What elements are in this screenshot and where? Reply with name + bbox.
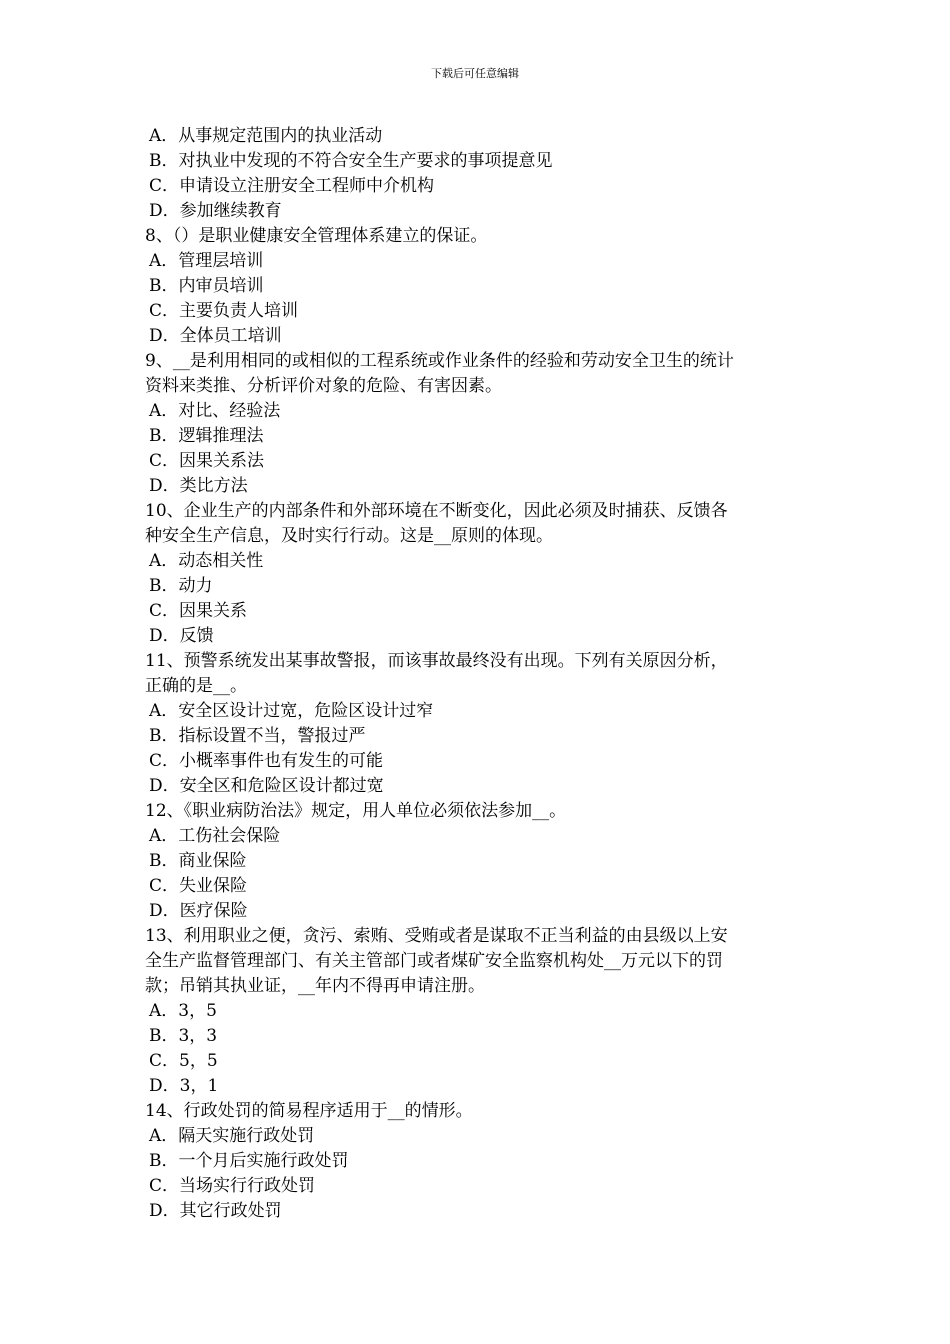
document-body <box>145 124 810 1224</box>
question-text-line: 种安全生产信息，及时实行行动。这是__原则的体现。 <box>145 526 553 546</box>
answer-option-line: B．内审员培训 <box>149 276 264 296</box>
question-text-line: 全生产监督管理部门、有关主管部门或者煤矿安全监察机构处__万元以下的罚 <box>145 951 723 971</box>
question-text-line: 9、__是利用相同的或相似的工程系统或作业条件的经验和劳动安全卫生的统计 <box>145 351 734 371</box>
question-text-line: 11、预警系统发出某事故警报，而该事故最终没有出现。下列有关原因分析， <box>145 651 728 671</box>
question-text-line: 正确的是__。 <box>145 676 247 696</box>
answer-option-line: B．逻辑推理法 <box>149 426 264 446</box>
answer-option-line: D．参加继续教育 <box>149 201 282 221</box>
page-header: 下载后可任意编辑 <box>431 67 519 80</box>
question-text-line: 资料来类推、分析评价对象的危险、有害因素。 <box>145 376 502 396</box>
answer-option-line: B．对执业中发现的不符合安全生产要求的事项提意见 <box>149 151 553 171</box>
question-text-line: 款；吊销其执业证，__年内不得再申请注册。 <box>145 976 485 996</box>
answer-option-line: D．医疗保险 <box>149 901 248 921</box>
answer-option-line: D．3，1 <box>149 1076 219 1096</box>
question-text-line: 14、行政处罚的简易程序适用于__的情形。 <box>145 1101 473 1121</box>
answer-option-line: C．当场实行行政处罚 <box>149 1176 316 1196</box>
answer-option-line: B．商业保险 <box>149 851 247 871</box>
answer-option-line: C．主要负责人培训 <box>149 301 299 321</box>
answer-option-line: C．失业保险 <box>149 876 248 896</box>
question-text-line: 13、利用职业之便，贪污、索贿、受贿或者是谋取不正当利益的由县级以上安 <box>145 926 728 946</box>
answer-option-line: A．3，5 <box>149 1001 217 1021</box>
answer-option-line: C．因果关系法 <box>149 451 265 471</box>
answer-option-line: C．5，5 <box>149 1051 218 1071</box>
answer-option-line: D．类比方法 <box>149 476 248 496</box>
answer-option-line: A．管理层培训 <box>149 251 264 271</box>
answer-option-line: B．3，3 <box>149 1026 218 1046</box>
answer-option-line: D．安全区和危险区设计都过宽 <box>149 776 384 796</box>
answer-option-line: A．安全区设计过宽，危险区设计过窄 <box>149 701 434 721</box>
answer-option-line: C．小概率事件也有发生的可能 <box>149 751 384 771</box>
answer-option-line: B．指标设置不当，警报过严 <box>149 726 366 746</box>
answer-option-line: D．全体员工培训 <box>149 326 282 346</box>
answer-option-line: A．动态相关性 <box>149 551 264 571</box>
answer-option-line: C．申请设立注册安全工程师中介机构 <box>149 176 435 196</box>
answer-option-line: B．动力 <box>149 576 213 596</box>
answer-option-line: A．工伤社会保险 <box>149 826 281 846</box>
answer-option-line: D．其它行政处罚 <box>149 1201 282 1221</box>
answer-option-line: C．因果关系 <box>149 601 248 621</box>
answer-option-line: A．隔天实施行政处罚 <box>149 1126 315 1146</box>
answer-option-line: D．反馈 <box>149 626 214 646</box>
question-text-line: 8、（）是职业健康安全管理体系建立的保证。 <box>145 226 488 246</box>
question-text-line: 12、《职业病防治法》规定，用人单位必须依法参加__。 <box>145 801 567 821</box>
question-text-line: 10、企业生产的内部条件和外部环境在不断变化，因此必须及时捕获、反馈各 <box>145 501 728 521</box>
answer-option-line: B．一个月后实施行政处罚 <box>149 1151 349 1171</box>
answer-option-line: A．从事规定范围内的执业活动 <box>149 126 383 146</box>
answer-option-line: A．对比、经验法 <box>149 401 281 421</box>
